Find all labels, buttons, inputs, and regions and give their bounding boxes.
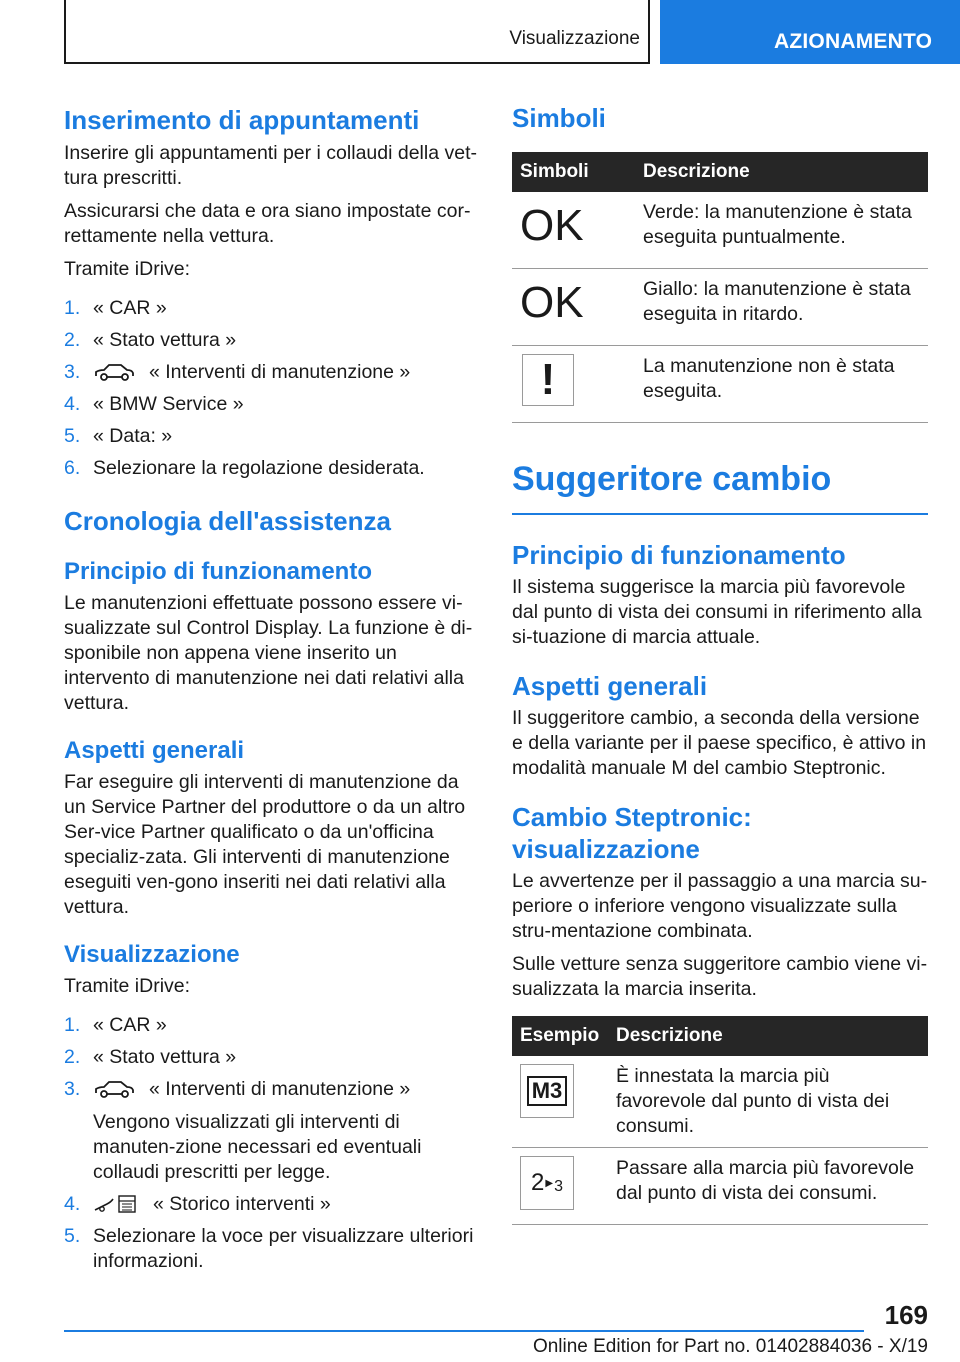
header-chapter-tab[interactable]: AZIONAMENTO <box>660 0 960 64</box>
gear-upshift-icon: 2 ▶ 3 <box>520 1156 574 1210</box>
para-aspetti-right: Il suggeritore cambio, a seconda della versione e della variante per il paese specifico, è attivo in modalità manuale M del cambio Steptronic. <box>512 707 927 779</box>
service-history-icon <box>93 1194 139 1214</box>
header-section-title: Visualizzazione <box>509 28 640 49</box>
ok-yellow-icon: OK <box>520 278 584 327</box>
table-cell-description: Verde: la manutenzione è stata eseguita puntualmente. <box>635 192 928 269</box>
para-inserimento-1: Inserire gli appuntamenti per i collaudi della vet-tura prescritti. <box>64 142 477 189</box>
header-frame-bottom <box>64 62 650 64</box>
para-inserimento-2: Assicurarsi che data e ora siano impostate cor-rettamente nella vettura. <box>64 200 471 247</box>
heading-suggeritore: Suggeritore cambio <box>512 460 832 498</box>
heading-steptronic: Cambio Steptronic: visualizzazione <box>512 802 752 864</box>
list-item: 2. « Stato vettura » <box>64 329 237 351</box>
list-item: 6. Selezionare la regolazione desiderata. <box>64 457 425 479</box>
para-principio-right: Il sistema suggerisce la marcia più favorevole dal punto di vista dei consumi in riferimento alla si-tuazione di marcia attuale. <box>512 576 922 648</box>
gear-m3-icon: M3 <box>520 1064 574 1118</box>
list-item: 3. « Interventi di manutenzione » Vengono visualizzati gli interventi di manuten-zione necessari ed eventuali collaudi prescritti per legge. <box>64 1077 480 1185</box>
list-item: 2. « Stato vettura » <box>64 1046 237 1068</box>
right-column <box>512 100 928 1225</box>
list-item: 3. « Interventi di manutenzione » <box>64 361 411 383</box>
para-principio-left: Le manutenzioni effettuate possono essere vi-sualizzate sul Control Display. La funzione è di-sponibile non appena viene inserito un intervento di manutenzione nei dati relativi alla vettura. <box>64 592 473 714</box>
table-row <box>512 346 928 423</box>
para-steptronic-2: Sulle vetture senza suggeritore cambio viene vi-sualizzata la marcia inserita. <box>512 953 928 1000</box>
heading-principio-left: Principio di funzionamento <box>64 558 372 585</box>
list-item: 5. Selezionare la voce per visualizzare ulteriori informazioni. <box>64 1225 474 1272</box>
heading-aspetti-left: Aspetti generali <box>64 737 245 764</box>
table-row <box>512 269 928 346</box>
para-steptronic-1: Le avvertenze per il passaggio a una marcia su-periore o inferiore vengono visualizzate sulla stru-mentazione combinata. <box>512 870 928 942</box>
list-item: 1. « CAR » <box>64 297 167 319</box>
table-cell-description: Passare alla marcia più favorevole dal punto di vista dei consumi. <box>608 1148 928 1225</box>
heading-simboli: Simboli <box>512 103 606 133</box>
table-row <box>512 1148 928 1225</box>
arrow-right-icon: ▶ <box>545 1177 554 1189</box>
footer-edition: Online Edition for Part no. 01402884036 - X/19 <box>532 1336 928 1357</box>
para-aspetti-left: Far eseguire gli interventi di manutenzione da un Service Partner del produttore o da un altro Ser-vice Partner qualificato o da un'officina specializ-zata. Gli interventi di manutenzione eseguiti ven-gono inseriti nei dati relativi alla vettura. <box>64 771 466 918</box>
table-cell-description: È innestata la marcia più favorevole dal punto di vista dei consumi. <box>608 1056 928 1148</box>
table-cell-description: Giallo: la manutenzione è stata eseguita in ritardo. <box>635 269 928 346</box>
header-frame-separator <box>648 0 650 64</box>
table-header-description: Descrizione <box>635 152 928 192</box>
warning-exclamation-icon: ! <box>522 354 574 406</box>
heading-aspetti-right: Aspetti generali <box>512 671 708 701</box>
left-column <box>64 100 480 1281</box>
table-header-description: Descrizione <box>608 1016 928 1056</box>
heading-cronologia: Cronologia dell'assistenza <box>64 506 391 536</box>
table-cell-description: La manutenzione non è stata eseguita. <box>635 346 928 423</box>
car-service-icon <box>93 362 135 382</box>
para-tramite-2: Tramite iDrive: <box>64 975 191 997</box>
symbols-table <box>512 152 928 423</box>
list-item-note: Vengono visualizzati gli interventi di manuten-zione necessari ed eventuali collaudi prescritti per legge. <box>93 1111 422 1183</box>
heading-principio-right: Principio di funzionamento <box>512 540 846 570</box>
list-item: 5. « Data: » <box>64 425 173 447</box>
table-header-symbols: Simboli <box>512 152 635 192</box>
list-item: 4. « Storico interventi » <box>64 1193 331 1215</box>
list-item: 1. « CAR » <box>64 1014 167 1036</box>
table-header-example: Esempio <box>512 1016 608 1056</box>
table-row <box>512 1056 928 1148</box>
gear-example-table <box>512 1016 928 1225</box>
ok-green-icon: OK <box>520 201 584 250</box>
steps-list-1 <box>64 296 480 481</box>
footer-rule <box>64 1330 864 1332</box>
page-number: 169 <box>884 1300 928 1330</box>
heading-visualizzazione: Visualizzazione <box>64 941 240 968</box>
list-item: 4. « BMW Service » <box>64 393 244 415</box>
steps-list-2 <box>64 1013 480 1274</box>
para-tramite-1: Tramite iDrive: <box>64 258 191 280</box>
header-frame-left <box>64 0 66 64</box>
heading-underline <box>512 513 928 515</box>
car-service-icon <box>93 1079 135 1099</box>
table-row <box>512 192 928 269</box>
heading-inserimento: Inserimento di appuntamenti <box>64 105 420 135</box>
